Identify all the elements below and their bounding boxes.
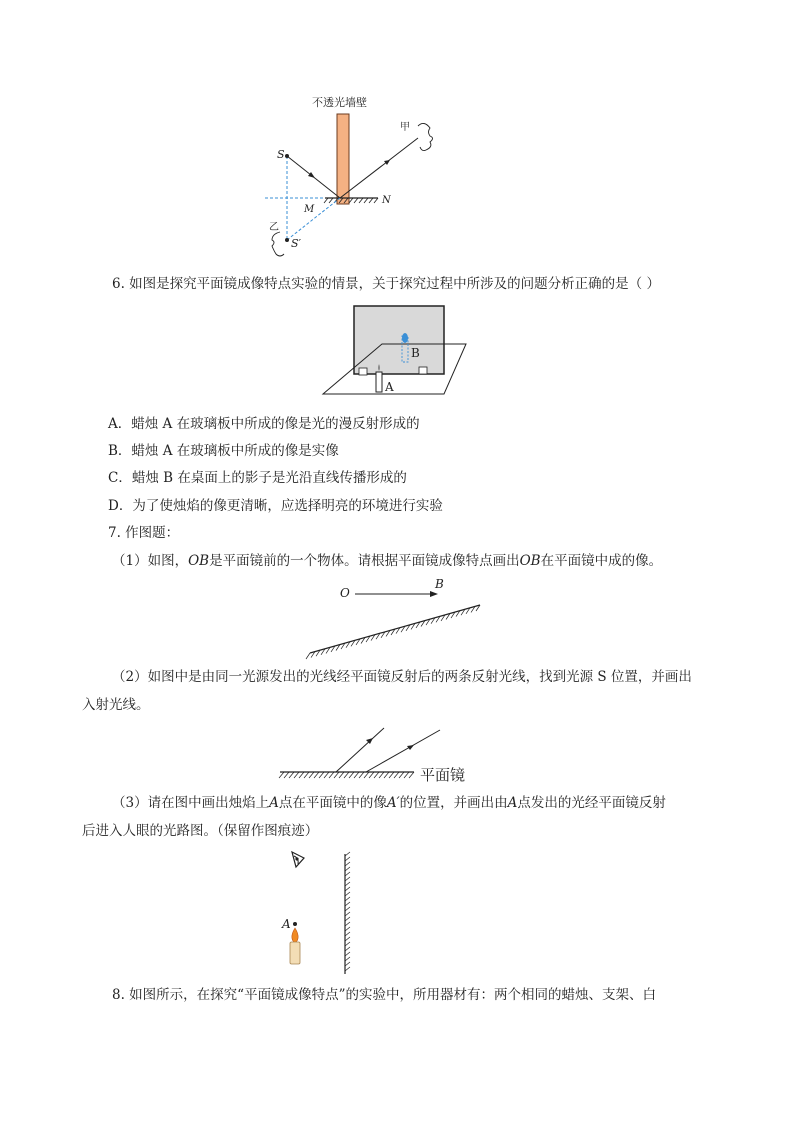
q6-option-a: A．蜡烛 A 在玻璃板中所成的像是光的漫反射形成的 (108, 416, 420, 432)
wall-reflection-figure (260, 90, 460, 270)
glass-plate-figure (318, 300, 478, 410)
q7-sub2-line2: 入射光线。 (82, 697, 150, 713)
point-s-dot (285, 154, 289, 158)
q6-option-c: C．蜡烛 B 在桌面上的影子是光沿直线传播形成的 (108, 470, 407, 486)
fig2-mirror-hatching (279, 772, 414, 778)
q7-sub3-line2: 后进入人眼的光路图。（保留作图痕迹） (82, 823, 319, 839)
q7-sub3-part-c: 的位置，并画出由 (399, 795, 508, 811)
reflected-ray (340, 138, 418, 198)
candle-body (290, 942, 300, 964)
candle-flame (292, 928, 298, 943)
q7-fig3 (278, 848, 368, 978)
fig1-mirror-hatching (306, 605, 480, 659)
opaque-wall (337, 114, 349, 204)
person-yi-face-icon (272, 232, 284, 256)
q6-option-d: D．为了使烛焰的像更清晰，应选择明亮的环境进行实验 (108, 498, 443, 514)
left-support (359, 368, 367, 375)
q7-sub3-part-a: （3）请在图中画出烛焰上 (112, 795, 270, 811)
fig1-o-label: O (340, 586, 350, 600)
q7-fig2 (278, 725, 488, 787)
q7-sub1-suffix: 在平面镜中成的像。 (540, 553, 663, 569)
candle-b-flame (402, 333, 408, 343)
eye-icon (292, 852, 304, 867)
q6-stem: 6. 如图是探究平面镜成像特点实验的情景，关于探究过程中所涉及的问题分析正确的是（ ） (112, 276, 660, 292)
mirror-hatching (324, 198, 378, 203)
candle-a-label: A (385, 380, 394, 394)
q7-sub1-ob2: OB (519, 553, 541, 569)
q6-option-b: B．蜡烛 A 在玻璃板中所成的像是实像 (108, 443, 339, 459)
q7-sub1-ob1: OB (188, 553, 210, 569)
q7-sub3-part-d: 点发出的光经平面镜反射 (517, 795, 666, 811)
q7-fig1 (300, 575, 490, 665)
fig1-b-label: B (435, 577, 444, 591)
right-support (419, 367, 427, 374)
point-s-prime-label: S′ (291, 237, 302, 250)
q7-sub3-part-b: 点在平面镜中的像 (278, 795, 387, 811)
q7-sub1 (112, 551, 662, 571)
candle-b-label: B (411, 346, 420, 360)
wall-label: 不透光墙壁 (312, 96, 367, 109)
q8-stem: 8. 如图所示，在探究“平面镜成像特点”的实验中，所用器材有：两个相同的蜡烛、支架、白 (112, 987, 656, 1003)
fig2-mirror-label: 平面镜 (420, 766, 466, 784)
point-s-label: S (277, 148, 285, 161)
glass-plate (354, 306, 444, 374)
candle-a (376, 372, 382, 392)
person-yi-label: 乙 (269, 222, 279, 233)
q7-sub3-line1 (112, 793, 666, 813)
q7-stem: 7. 作图题： (108, 525, 180, 541)
q7-sub1-mid: 是平面镜前的一个物体。请根据平面镜成像特点画出 (209, 553, 520, 569)
fig3-a-label: A (282, 917, 291, 931)
point-m-label: M (304, 204, 315, 215)
q7-sub3-a3: A (507, 795, 518, 811)
q7-sub3-a1: A (269, 795, 279, 811)
point-a-dot (293, 922, 297, 926)
point-n-label: N (382, 195, 391, 206)
person-jia-label: 甲 (400, 122, 410, 133)
q7-sub2-line1: （2）如图中是由同一光源发出的光线经平面镜反射后的两条反射光线，找到光源 S 位置，并画出 (112, 669, 692, 685)
person-jia-face-icon (418, 123, 433, 150)
object-ob-arrow (430, 591, 438, 597)
point-s-prime-dot (285, 238, 289, 242)
q7-sub1-prefix: （1）如图， (112, 553, 189, 569)
reflected-arrow (384, 160, 390, 165)
reflected-ray-2-arrow (407, 745, 414, 750)
fig3-mirror-hatching (345, 852, 350, 971)
q7-sub3-a2: A′ (386, 795, 400, 811)
